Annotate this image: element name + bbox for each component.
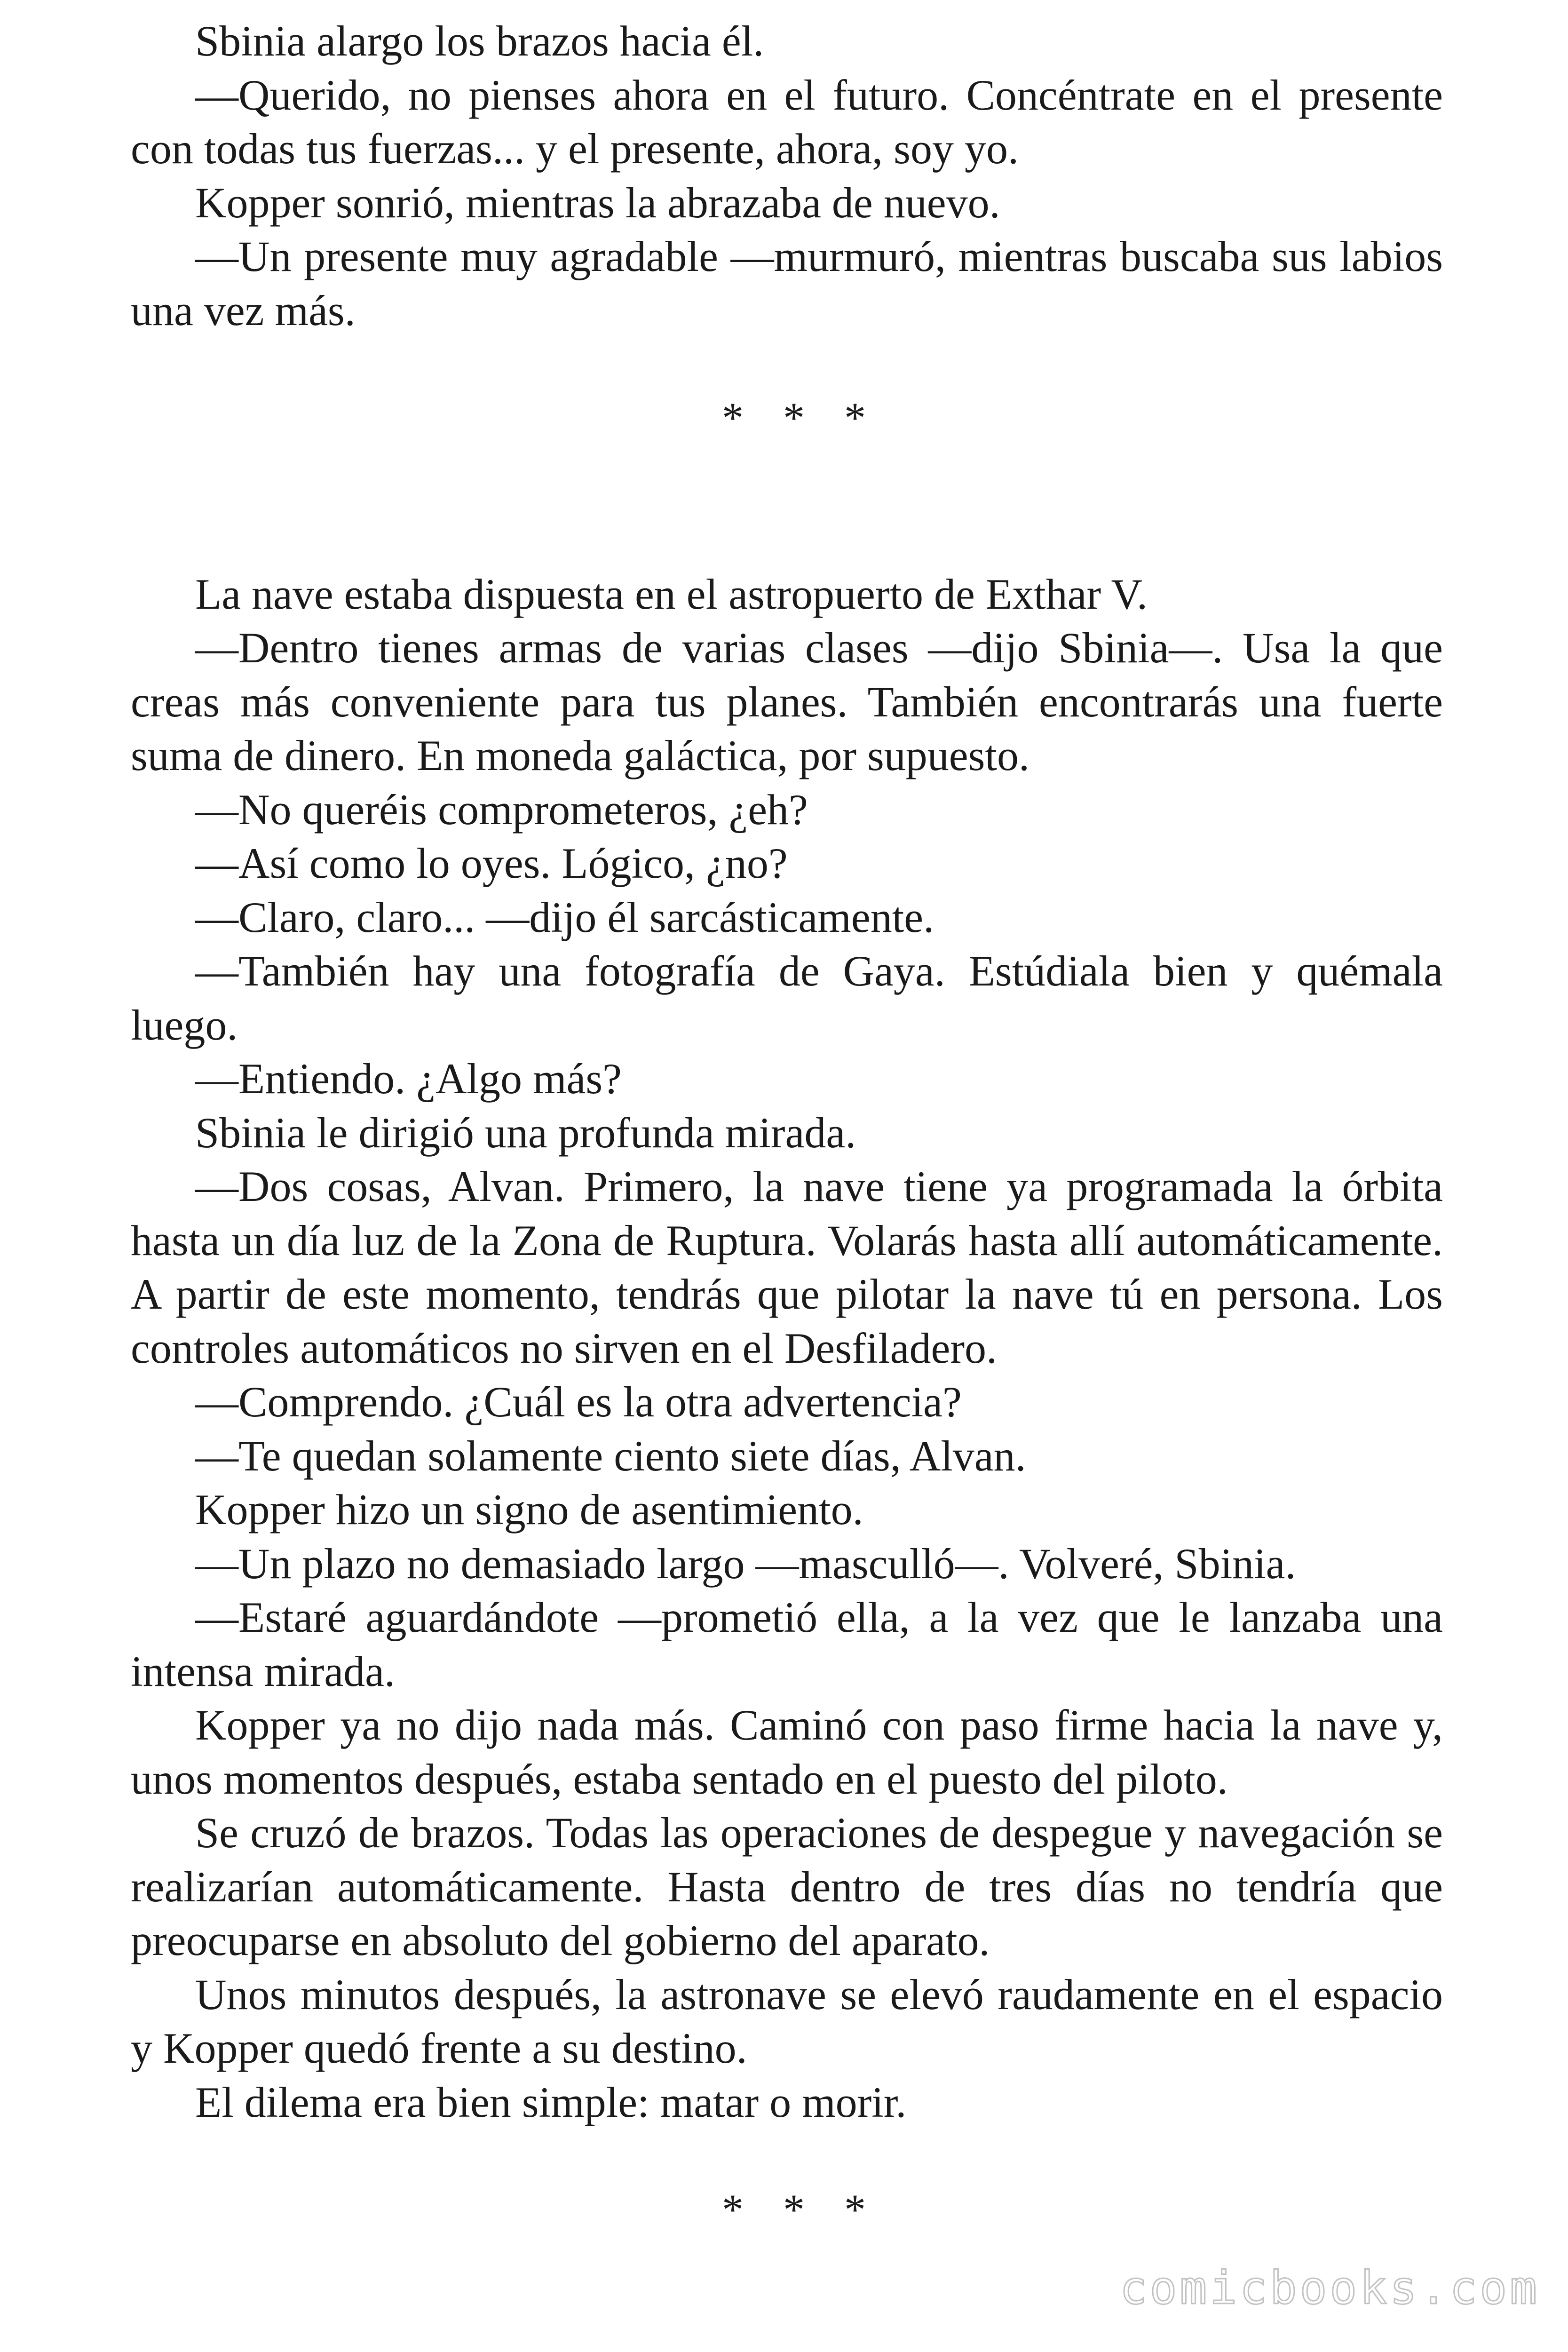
paragraph: Se cruzó de brazos. Todas las operaciones de despegue y navegación se realizarían automáticamente. Hasta dentro de tres días no tendría que preocuparse en absoluto del gobierno del aparato.	[131, 1809, 1443, 1964]
paragraph: Kopper hizo un signo de asentimiento.	[195, 1486, 863, 1534]
paragraph: —No queréis comprometeros, ¿eh?	[195, 785, 808, 834]
watermark: comicbooks.com	[1119, 2262, 1540, 2314]
section-separator	[131, 391, 1443, 445]
page-body	[131, 14, 1443, 2237]
asterisk: *	[783, 2185, 805, 2233]
section-separator	[131, 2183, 1443, 2237]
section-2	[131, 567, 1443, 2130]
paragraph: —Te quedan solamente ciento siete días, Alvan.	[195, 1431, 1026, 1480]
asterisk: *	[722, 2185, 744, 2233]
paragraph: Sbinia le dirigió una profunda mirada.	[195, 1108, 856, 1157]
paragraph: —Estaré aguardándote —prometió ella, a la vez que le lanzaba una intensa mirada.	[131, 1593, 1443, 1695]
paragraph: —Así como lo oyes. Lógico, ¿no?	[195, 839, 788, 887]
paragraph: Kopper sonrió, mientras la abrazaba de nuevo.	[195, 178, 1000, 227]
asterisk: *	[783, 394, 805, 442]
paragraph: —Entiendo. ¿Algo más?	[195, 1055, 622, 1103]
paragraph: —Un plazo no demasiado largo —masculló—. Volveré, Sbinia.	[195, 1539, 1296, 1588]
paragraph: —También hay una fotografía de Gaya. Estúdiala bien y quémala luego.	[131, 947, 1443, 1049]
paragraph: —Comprendo. ¿Cuál es la otra advertencia?	[195, 1378, 962, 1426]
paragraph: La nave estaba dispuesta en el astropuerto de Exthar V.	[195, 570, 1148, 618]
paragraph: Sbinia alargo los brazos hacia él.	[195, 17, 764, 65]
paragraph: —Querido, no pienses ahora en el futuro. Concéntrate en el presente con todas tus fuerzas... y el presente, ahora, soy yo.	[131, 71, 1443, 173]
section-1	[131, 14, 1443, 337]
paragraph: Unos minutos después, la astronave se elevó raudamente en el espacio y Kopper quedó frente a su destino.	[131, 1970, 1443, 2072]
asterisk: *	[844, 2185, 866, 2233]
paragraph: —Un presente muy agradable —murmuró, mientras buscaba sus labios una vez más.	[131, 232, 1443, 334]
paragraph: Kopper ya no dijo nada más. Caminó con paso firme hacia la nave y, unos momentos después, estaba sentado en el puesto del piloto.	[131, 1701, 1443, 1803]
asterisk: *	[844, 394, 866, 442]
paragraph: —Dentro tienes armas de varias clases —dijo Sbinia—. Usa la que creas más conveniente para tus planes. También encontrarás una fuerte suma de dinero. En moneda galáctica, por supuesto.	[131, 624, 1443, 779]
paragraph: —Claro, claro... —dijo él sarcásticamente.	[195, 893, 934, 941]
asterisk: *	[722, 394, 744, 442]
paragraph: El dilema era bien simple: matar o morir.	[195, 2078, 907, 2126]
paragraph: —Dos cosas, Alvan. Primero, la nave tiene ya programada la órbita hasta un día luz de la Zona de Ruptura. Volarás hasta allí automáticamente. A partir de este momento, tendrás que pilotar la nave tú en persona. Los controles automáticos no sirven en el Desfiladero.	[131, 1162, 1443, 1372]
